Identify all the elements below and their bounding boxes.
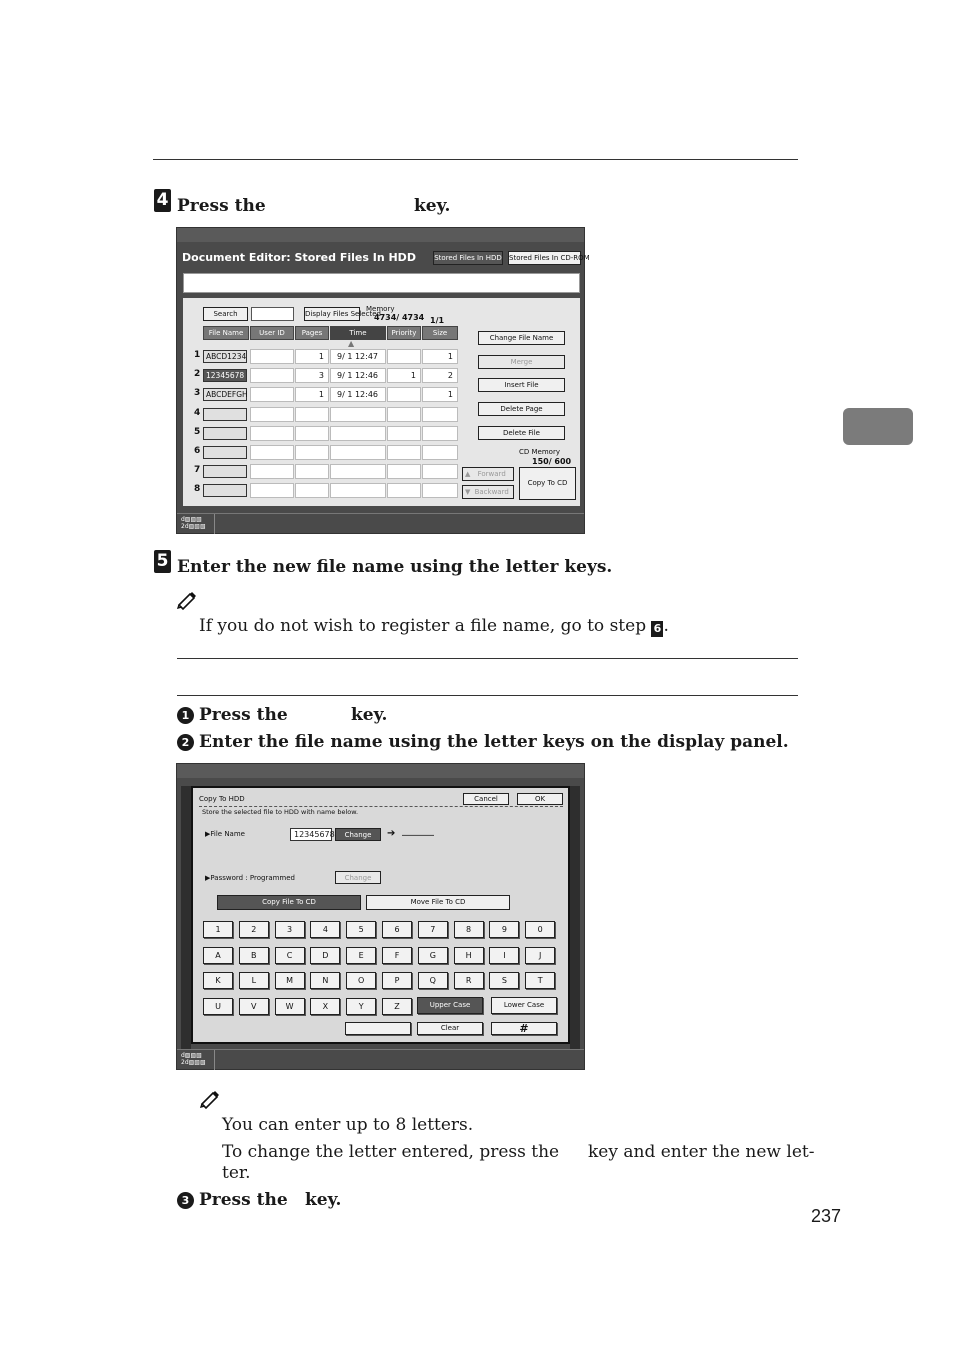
down-arrow-icon: ▼ [465, 488, 471, 496]
key-g[interactable]: G [418, 947, 448, 964]
key-1[interactable]: 1 [203, 921, 233, 938]
substep-2-number: 2 [177, 734, 194, 751]
dialog-instruction: Store the selected file to HDD with name below. [202, 808, 359, 816]
cancel-button[interactable]: Cancel [463, 793, 509, 805]
status-bar-2 [177, 1049, 584, 1069]
substep-1-text-after: key. [351, 705, 388, 725]
status-bar [177, 513, 584, 533]
section-rule-1 [177, 658, 798, 659]
header-time[interactable]: Time [330, 326, 386, 340]
dialog-title: Copy To HDD [199, 795, 245, 803]
key-o[interactable]: O [346, 972, 376, 989]
merge-button[interactable]: Merge [478, 355, 565, 369]
display-files-selected-button[interactable]: Display Files Selected [304, 307, 360, 321]
cell-pages [295, 483, 329, 498]
section-rule-2 [177, 695, 798, 696]
header-file-name[interactable]: File Name [203, 326, 249, 340]
cell-time [330, 426, 386, 441]
row-number: 1 [194, 350, 201, 360]
row-number: 5 [194, 426, 201, 437]
ok-button[interactable]: OK [517, 793, 563, 805]
insert-file-button[interactable]: Insert File [478, 378, 565, 392]
cell-size [422, 445, 458, 460]
dialog-title-divider [199, 806, 563, 807]
cd-memory-value: 150/ 600 [532, 457, 572, 466]
bg-right-edge [570, 786, 580, 1050]
substep-1 [177, 705, 288, 725]
key-b[interactable]: B [239, 947, 269, 964]
step4-text-after: key. [414, 196, 451, 216]
row-number: 3 [194, 388, 201, 399]
cell-size: 2 [422, 368, 458, 383]
substep-2 [177, 732, 789, 752]
memory-value: 4734/ 4734 [374, 313, 425, 322]
up-arrow-icon: ▲ [465, 470, 471, 478]
top-rule [153, 159, 798, 160]
pencil-note-icon-2 [199, 1089, 221, 1107]
header-user-id[interactable]: User ID [250, 326, 294, 340]
substep-2-text: Enter the file name using the letter keys on the display panel. [199, 732, 789, 752]
key-s[interactable]: S [489, 972, 519, 989]
cell-size [422, 483, 458, 498]
key-4[interactable]: 4 [310, 921, 340, 938]
key-v[interactable]: V [239, 998, 269, 1015]
key-7[interactable]: 7 [418, 921, 448, 938]
cell-time: 9/ 1 12:46 [330, 387, 386, 402]
substep-3-text-before: Press the [199, 1190, 288, 1210]
change-filename-button[interactable]: Change [335, 828, 381, 841]
right-arrow-icon: ➔ [387, 828, 396, 839]
file-name-button[interactable] [203, 465, 247, 478]
cell-user [250, 445, 294, 460]
screen-copy-to-hdd [176, 763, 585, 1070]
change-password-button[interactable]: Change [335, 871, 381, 884]
screen-title: Document Editor: Stored Files In HDD [182, 251, 416, 264]
key-m[interactable]: M [275, 972, 305, 989]
cell-size [422, 464, 458, 479]
cell-priority [387, 349, 421, 364]
cell-user [250, 368, 294, 383]
file-name-button[interactable] [203, 427, 247, 440]
cell-size: 1 [422, 387, 458, 402]
cell-user [250, 483, 294, 498]
cell-pages [295, 426, 329, 441]
step4-text-before: Press the [177, 196, 266, 216]
file-name-button[interactable] [203, 484, 247, 497]
cell-pages [295, 407, 329, 422]
search-button[interactable]: Search [203, 307, 248, 321]
row-number: 4 [194, 407, 201, 418]
cell-time [330, 464, 386, 479]
key-u[interactable]: U [203, 998, 233, 1015]
backward-button[interactable] [462, 485, 514, 499]
key-8[interactable]: 8 [454, 921, 484, 938]
copy-file-to-cd-button[interactable]: Copy File To CD [217, 895, 361, 910]
cell-priority [387, 387, 421, 402]
cell-pages [295, 445, 329, 460]
cell-time: 9/ 1 12:47 [330, 349, 386, 364]
chapter-tab [843, 408, 913, 445]
file-name-button[interactable]: ABCDEFGH [203, 388, 247, 401]
password-label: ▶Password : Programmed [205, 874, 295, 882]
header-priority[interactable]: Priority [387, 326, 421, 340]
substep-3-number: 3 [177, 1192, 194, 1209]
key-5[interactable]: 5 [346, 921, 376, 938]
substep-1-number: 1 [177, 707, 194, 724]
cell-priority [387, 445, 421, 460]
key-2[interactable]: 2 [239, 921, 269, 938]
cell-pages [295, 464, 329, 479]
header-pages[interactable]: Pages [295, 326, 329, 340]
key-9[interactable]: 9 [489, 921, 519, 938]
cell-pages: 3 [295, 368, 329, 383]
step-number-4: 4 [154, 189, 171, 212]
screen-document-editor [176, 227, 590, 534]
note2-line1: You can enter up to 8 letters. [222, 1115, 474, 1135]
cell-priority [387, 426, 421, 441]
row-number: 7 [194, 465, 201, 476]
substep-1-text-before: Press the [199, 705, 288, 725]
clear-key[interactable]: Clear [417, 1022, 483, 1035]
lower-case-key[interactable]: Lower Case [491, 997, 557, 1014]
key-y[interactable]: Y [346, 998, 376, 1015]
cell-priority [387, 464, 421, 479]
key-k[interactable]: K [203, 972, 233, 989]
sort-triangle-icon: ▲ [348, 339, 355, 348]
key-p[interactable]: P [382, 972, 412, 989]
upper-case-key[interactable]: Upper Case [417, 997, 483, 1014]
key-w[interactable]: W [275, 998, 305, 1015]
key-d[interactable]: D [310, 947, 340, 964]
key-f[interactable]: F [382, 947, 412, 964]
page-indicator: 1/1 [430, 316, 445, 325]
key-i[interactable]: I [489, 947, 519, 964]
space-key[interactable] [345, 1022, 411, 1035]
key-q[interactable]: Q [418, 972, 448, 989]
cell-time: 9/ 1 12:46 [330, 368, 386, 383]
key-a[interactable]: A [203, 947, 233, 964]
key-r[interactable]: R [454, 972, 484, 989]
bg-left-edge [181, 786, 191, 1050]
key-e[interactable]: E [346, 947, 376, 964]
note1-text-main: If you do not wish to register a file name, go to step [199, 616, 647, 636]
cell-time [330, 445, 386, 460]
tab-stored-cdrom[interactable]: Stored Files In CD-ROM [508, 251, 581, 265]
status-divider [214, 514, 215, 534]
backward-label: Backward [474, 488, 509, 496]
cd-memory-label: CD Memory [519, 448, 560, 456]
note2-line2-before: To change the letter entered, press the [222, 1142, 560, 1162]
cell-user [250, 464, 294, 479]
step-number-5: 5 [154, 550, 171, 573]
file-name-button[interactable] [203, 408, 247, 421]
cell-size: 1 [422, 349, 458, 364]
substep-3-text-after: key. [305, 1190, 342, 1210]
screen-top-bar [177, 228, 584, 242]
delete-file-button[interactable]: Delete File [478, 426, 565, 440]
forward-label: Forward [477, 470, 506, 478]
key-n[interactable]: N [310, 972, 340, 989]
file-name-button[interactable]: 12345678 [203, 369, 247, 382]
cell-priority [387, 407, 421, 422]
row-number: 6 [194, 446, 201, 456]
step5-text: Enter the new file name using the letter keys. [177, 557, 613, 577]
key-t[interactable]: T [525, 972, 555, 989]
note2-line2-cont: ter. [222, 1163, 251, 1183]
cell-pages: 1 [295, 349, 329, 364]
file-name-button[interactable]: ABCD1234 [203, 350, 247, 363]
key-c[interactable]: C [275, 947, 305, 964]
search-input[interactable] [251, 307, 294, 321]
key-3[interactable]: 3 [275, 921, 305, 938]
new-file-name-display: ________ [402, 827, 434, 836]
message-bar [183, 273, 580, 293]
page-number: 237 [811, 1206, 842, 1226]
cell-time [330, 483, 386, 498]
change-file-name-button[interactable]: Change File Name [478, 331, 565, 345]
key-l[interactable]: L [239, 972, 269, 989]
substep-3 [177, 1190, 288, 1210]
memory-label: Memory [366, 305, 395, 313]
file-name-label: ▶File Name [205, 830, 245, 838]
row-number: 2 [194, 369, 201, 380]
key-z[interactable]: Z [382, 998, 412, 1015]
cell-priority: 1 [387, 368, 421, 383]
tab-stored-hdd[interactable]: Stored Files In HDD [433, 251, 503, 265]
header-size[interactable]: Size [422, 326, 458, 340]
note1-text [199, 616, 669, 637]
row-number: 8 [194, 484, 201, 495]
cell-user [250, 349, 294, 364]
status-divider-2 [214, 1050, 215, 1070]
status-icon-2: d▧▧▧ 2d▧▧▧ [181, 1052, 206, 1066]
key-x[interactable]: X [310, 998, 340, 1015]
cell-user [250, 407, 294, 422]
cell-pages: 1 [295, 387, 329, 402]
key-h[interactable]: H [454, 947, 484, 964]
cell-user [250, 387, 294, 402]
cell-size [422, 407, 458, 422]
key-0[interactable]: 0 [525, 921, 555, 938]
note2-line2-after: key and enter the new let- [588, 1142, 815, 1162]
step-ref-6: 6 [651, 621, 663, 637]
file-name-button[interactable] [203, 446, 247, 459]
key-j[interactable]: J [525, 947, 555, 964]
hash-key[interactable]: # [491, 1022, 557, 1035]
cell-priority [387, 483, 421, 498]
note1-period: . [663, 616, 669, 636]
delete-page-button[interactable]: Delete Page [478, 402, 565, 416]
forward-button[interactable] [462, 467, 514, 481]
cell-user [250, 426, 294, 441]
move-file-to-cd-button[interactable]: Move File To CD [366, 895, 510, 910]
key-6[interactable]: 6 [382, 921, 412, 938]
pencil-note-icon [176, 590, 198, 608]
status-icon: d▧▧▧ 2d▧▧▧ [181, 516, 206, 530]
file-name-field[interactable]: 12345678 [290, 828, 332, 841]
cell-time [330, 407, 386, 422]
screen2-top-bar [177, 764, 584, 778]
cell-size [422, 426, 458, 441]
copy-to-cd-button[interactable]: Copy To CD [519, 467, 576, 500]
